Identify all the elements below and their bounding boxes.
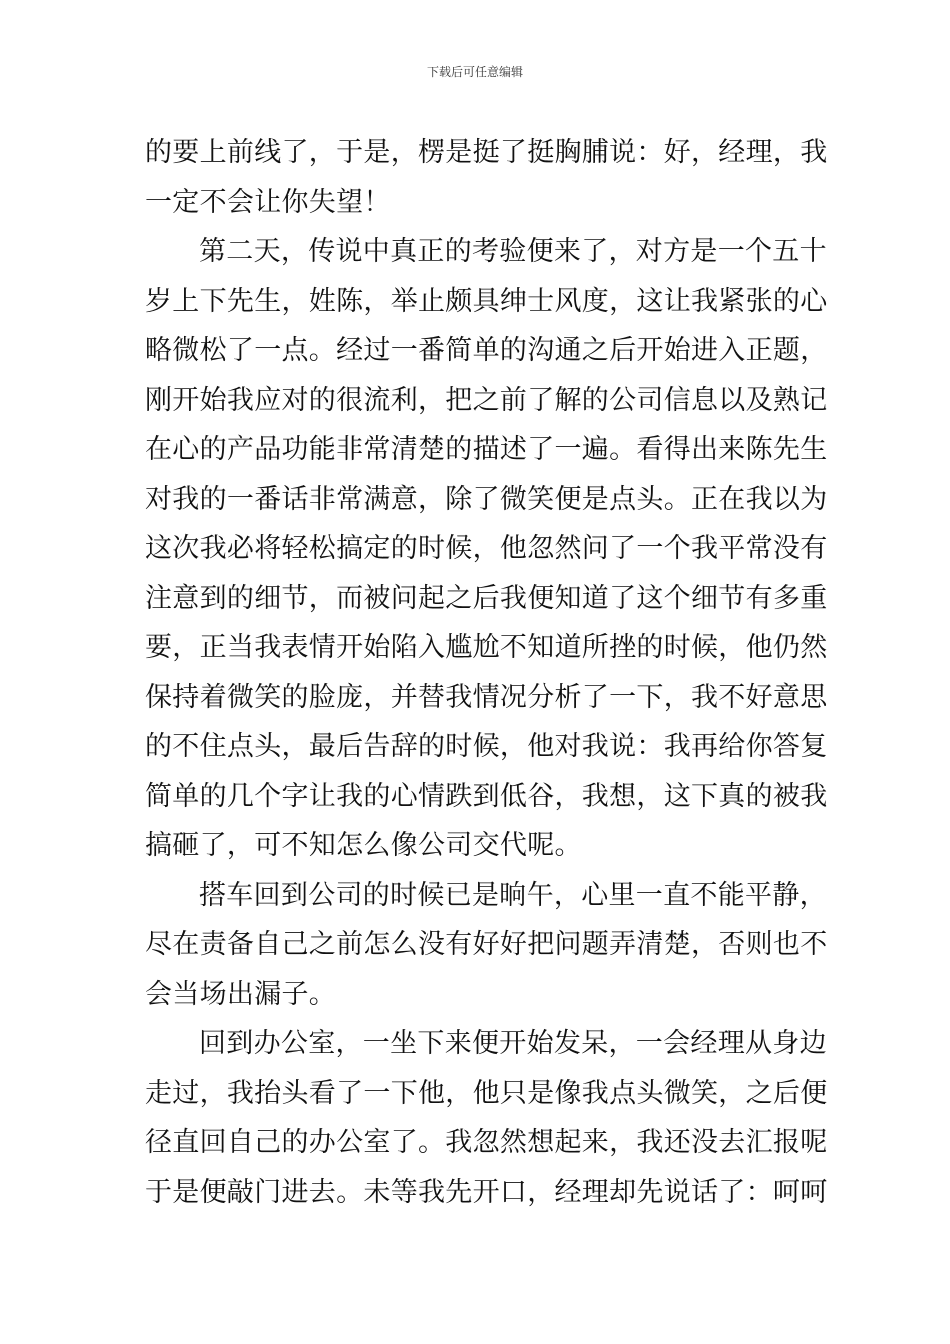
text-line: 简单的几个字让我的心情跌到低谷，我想，这下真的被我 xyxy=(145,780,828,812)
text-line: 一定不会让你失望！ xyxy=(145,186,391,218)
document-body xyxy=(145,128,828,1217)
page-header: 下载后可任意编辑 xyxy=(426,65,523,79)
text-line: 略微松了一点。经过一番简单的沟通之后开始进入正题， xyxy=(145,335,828,366)
paragraph-start-line: 回到办公室，一坐下来便开始发呆，一会经理从身边 xyxy=(199,1028,827,1059)
text-line: 走过，我抬头看了一下他，他只是像我点头微笑，之后便 xyxy=(145,1077,828,1109)
text-line: 刚开始我应对的很流利，把之前了解的公司信息以及熟记 xyxy=(145,384,828,416)
text-line: 保持着微笑的脸庞，并替我情况分析了一下，我不好意思 xyxy=(145,681,828,713)
text-line: 对我的一番话非常满意，除了微笑便是点头。正在我以为 xyxy=(145,483,828,515)
text-line: 岁上下先生，姓陈，举止颇具绅士风度，这让我紧张的心 xyxy=(145,285,828,317)
text-line: 尽在责备自己之前怎么没有好好把问题弄清楚，否则也不 xyxy=(145,929,828,960)
text-line: 这次我必将轻松搞定的时候，他忽然问了一个我平常没有 xyxy=(145,533,828,564)
paragraph-start-line: 搭车回到公司的时候已是晌午，心里一直不能平静， xyxy=(199,879,827,911)
text-line: 的不住点头，最后告辞的时候，他对我说：我再给你答复 xyxy=(145,731,828,762)
text-line: 于是便敲门进去。未等我先开口，经理却先说话了：呵呵 xyxy=(145,1176,828,1208)
text-line: 的要上前线了，于是，楞是挺了挺胸脯说：好，经理，我 xyxy=(145,137,828,168)
text-line: 要，正当我表情开始陷入尴尬不知道所挫的时候，他仍然 xyxy=(145,632,828,663)
text-line: 注意到的细节，而被问起之后我便知道了这个细节有多重 xyxy=(145,582,828,614)
text-line: 搞砸了，可不知怎么像公司交代呢。 xyxy=(145,830,582,861)
text-line: 径直回自己的办公室了。我忽然想起来，我还没去汇报呢 xyxy=(145,1127,828,1158)
text-line: 在心的产品功能非常清楚的描述了一遍。看得出来陈先生 xyxy=(145,434,828,465)
paragraph-start-line: 第二天，传说中真正的考验便来了，对方是一个五十 xyxy=(199,236,827,267)
text-line: 会当场出漏子。 xyxy=(145,978,337,1010)
